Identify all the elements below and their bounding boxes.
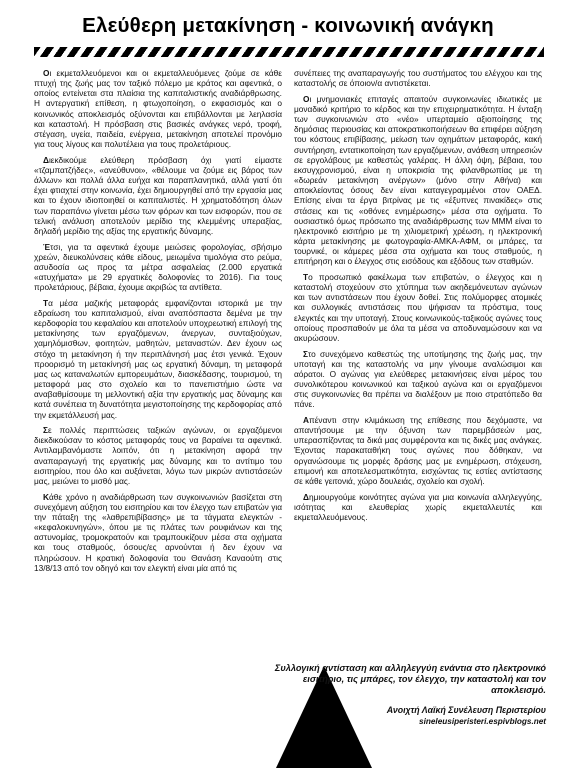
paragraph-text: ε πολλές περιπτώσεις ταξικών αγώνων, οι εργαζόμενοι διεκδικούσαν το κόστος μεταφοράς τους να βαραίνει τα αφεντικά. Αντιλαμβανόμαστε λοιπόν, ότι η μετακίνηση αφορά την αναπαραγωγή της εργατικής μας δύναμης και το αντίτιμο του εισιτηρίου, που όλο και αυξάνεται, λόγω των μικρών αντιστάσεών μας, μειώνει το μισθό μας. <box>34 425 282 486</box>
paragraph-lead-letter: Σ <box>303 348 308 359</box>
paragraph <box>294 415 542 486</box>
paragraph-text: τσι, για τα αφεντικά έχουμε μειώσεις φορολογίας, σβήσιμο χρεών, διευκολύνσεις κάθε είδους, μειωμένα τιμολόγια στο ρεύμα, ασυδοσία ως προς τα μέτρα ασφαλείας (2.000 εργατικά «ατυχήματα» με 29 εργατικές δολοφονίες το 2016). Για τους προλετάριους, βέβαια, έχουμε ακριβώς τα αντίθετα. <box>34 241 282 293</box>
paragraph-text: ιεκδικούμε ελεύθερη πρόσβαση όχι γιατί είμαστε «τζαμπατζήδες», «ανεύθυνοι», «θέλουμε να ζούμε εις βάρος των άλλων» και πολλά άλλα ευήχα και παραπλανητικά, αλλά γιατί ότι έχει φτιαχτεί στην κοινωνία, έχει δημιουργηθεί από την εργασία μας και το έχουν ιδιοποιηθεί οι καπιταλιστές. Η χρηματοδότηση όλων των παραπάνω γίνεται μέσω των φόρων και των εισφορών, που σε τελική ανάλυση αποτελούν μερίδιο της κλεμμένης υπεραξίας, δηλαδή μερίδιο της αξίας της εργατικής δύναμης. <box>34 154 282 236</box>
paragraph-text: α μέσα μαζικής μεταφοράς εμφανίζονται ιστορικά με την εδραίωση του καπιταλισμού, είναι αναπόσπαστα δεμένα με την κερδοφορία του κεφαλαίου και αποτελούν υποχρεωτική επιλογή της μετακίνησης των εργαζόμενων, άνεργων, συνταξιούχων, χαμηλόμισθων, φοιτητών, μαθητών, μεταναστών. Δεν έχουν ως στόχο τη μετακίνηση ή την περιπλάνησή μας έτσι γενικά. Έχουν προορισμό τη μετακίνησή μας ως εργατική δύναμη, τη μεταφορά μας ως καταναλωτών εμπορευμάτων, διασκέδασης, τουρισμού, τη μεταφορά μας στο σχολείο και το πανεπιστήμιο ώστε να αναβαθμίσουμε τη μελλοντική αξία την εργατικής μας δύναμης και κατά συνέπεια τη δυνατότητα μεγιστοποίησης της κερδοφορίας από την εκμετάλλευσή μας. <box>34 297 282 420</box>
paragraph-lead-letter: Σ <box>43 425 48 436</box>
paragraph <box>294 272 542 343</box>
paragraph <box>34 155 282 236</box>
paragraph-text: ο προσωπικό φακέλωμα των επιβατών, ο έλεγχος και η καταστολή στοχεύουν στο χτύπημα των ακηδεμόνευτων αγώνων και των αντιστάσεων που έχουν δοθεί. Στις πολύμορφες ατομικές και συλλογικές αντιστάσεις που ψήφισαν τα πρόστιμα, τους ελεγκτές και την υποταγή. Στους κοινωνικούς-ταξικούς αγώνες τους οποίους προσπαθούν με όλα τα μέσα να αποδυναμώσουν και να ακυρώσουν. <box>294 271 542 343</box>
paragraph <box>294 349 542 410</box>
paragraph <box>294 492 542 522</box>
paragraph-text: ι μνημονιακές επιταγές απαιτούν συγκοινωνίες ιδιωτικές με μοναδικό κριτήριο το κέρδος και την επιχειρηματικότητα. Η ένταξη των συγκοινωνιών στο «νέο» υπερταμείο αξιοποίησης της δημόσιας περιουσίας και αποκρατικοποιήσεων θα επιφέρει αύξηση του κόστους επιβίβασης, μείωση των οχημάτων μεταφοράς, κακή συντήρηση, εντατικοποίηση των εργαζόμενων, ανάθεση υπηρεσιών σε εργολάβους με καθεστώς γαλέρας. Η άλλη όψη, βέβαια, του εκσυγχρονισμού, είναι η υποκρισία της φιλανθρωπίας με τη «δωρεάν μετακίνηση ανέργων» (μόνο στην Αθήνα) και αποκλείοντας όσους δεν είναι καταγεγραμμένοι στον ΟΑΕΔ. Επίσης είναι τα έργα βιτρίνας με τις «έξυπνες πινακίδες» στις στάσεις και τις «οθόνες ενημέρωσης» μέσα στα οχήματα. Το ουσιαστικό όμως πρόσωπο της αναδιάρθρωσης των ΜΜΜ είναι το ηλεκτρονικό εισιτήριο με τη χιλιομετρική χρέωση, η ηλεκτρονική κάρτα μετακίνησης με φωτογραφία-ΑΜΚΑ-ΑΦΜ, οι μπάρες, τα τουρνικέ, οι κάμερες μέσα στα οχήματα και τους σταθμούς, η επιτήρηση και ο έλεγχος στις εισόδους και εξόδους των σταθμών. <box>294 93 542 267</box>
paragraph-text: ι εκμεταλλευόμενοι και οι εκμεταλλευόμενες ζούμε σε κάθε πτυχή της ζωής μας τον ταξικό πόλεμο με κράτος και αφεντικά, ο οποίος εντείνεται στα πλαίσια της καπιταλιστικής αναδιάρθρωσης. Η αντεργατική επίθεση, η φτωχοποίηση, ο εκφασισμός και ο κοινωνικός αποκλεισμός οξύνονται και επιβάλλονται με λεηλασία και καταστολή. Η πρόσβαση στις βασικές ανάγκες νερό, τροφή, στέγαση, υγεία, παιδεία, ενέργεια, μετακίνηση αποτελεί προνόμιο για τους λίγους και πολυτέλεια για τους προλετάριους. <box>34 68 282 150</box>
paragraph-text: πέναντι στην κλιμάκωση της επίθεσης που δεχόμαστε, να απαντήσουμε με την όξυνση των παρεμβάσεών μας, υπερασπίζοντας τα δικά μας συμφέροντα και τις δικές μας ανάγκες. Έχοντας παρακαταθήκη τους αγώνες που δόθηκαν, να οργανώσουμε τις μορφές δράσης μας με ενημέρωση, στόχευση, επιμονή και αποτελεσματικότητα, εισχώντας τις εστίες αντίστασης σε κάθε γειτονιά, χώρο δουλειάς, σχολείο και σχολή. <box>294 415 542 486</box>
paragraph-text: άθε χρόνο η αναδιάρθρωση των συγκοινωνιών βασίζεται στη συνεχόμενη αύξηση του εισιτηρίου και τον έλεγχο των επιβατών για την πάταξη της «λαθρεπιβίβασης» με τα τάγματα ελεγκτών - «κεφαλοκυνηγών», όπου με τις πλάτες των ρουφιάνων και της αστυνομίας, τρομοκρατούν και τραμπουκίζουν μέσα στα οχήματα και τους σταθμούς, όσους/ες αρνούνται ή δεν έχουν να πληρώσουν. Η κρατική δολοφονία του Θανάση Καναούτη στις 13/8/13 από τον οδηγό και τον ελεγκτή είναι μία από τις <box>34 491 282 573</box>
paragraph-lead-letter: Κ <box>43 491 49 502</box>
closing-block <box>266 663 546 727</box>
paragraph <box>294 68 542 88</box>
paragraph <box>34 242 282 293</box>
paragraph-text: το συνεχόμενο καθεστώς της υποτίμησης της ζωής μας, την υποταγή και της καταστολής να μην γίνουμε αναλώσιμοι και αόρατοι. Ο αγώνας για ελεύθερες μετακινήσεις είναι μέρος του συνολικότερου κοινωνικού και ταξικού αγώνα και οι εργαζόμενοι στις συγκοινωνίες θα πρέπει να διαλέξουν με ποιο στρατόπεδο θα πάνε. <box>294 348 542 410</box>
paragraph <box>34 425 282 486</box>
paragraph <box>34 298 282 420</box>
page-title: Ελεύθερη μετακίνηση - κοινωνική ανάγκη <box>82 14 494 37</box>
paragraph-lead-letter: Τ <box>303 271 309 282</box>
paragraph <box>294 94 542 267</box>
paragraph-text: συνέπειες της αναπαραγωγής του συστήματος του ελέγχου και της καταστολής σε όποιον/α αντιστέκεται. <box>294 68 542 89</box>
closing-slogan: Συλλογική αντίσταση και αλληλεγγύη ενάντια στο ηλεκτρονικό εισιτήριο, τις μπάρες, τον έλεγχο, την καταστολή και τον αποκλεισμό. <box>274 663 546 696</box>
paragraph-text: ημιουργούμε κοινότητες αγώνα για μια κοινωνία αλληλεγγύης, ισότητας και ελευθερίας χωρίς εκμεταλλευτές και εκμεταλλευόμενους. <box>294 491 542 522</box>
paragraph-lead-letter: Τ <box>43 297 49 308</box>
paragraph-lead-letter: Δ <box>43 154 49 165</box>
right-column <box>294 68 542 528</box>
left-column <box>34 68 282 578</box>
paragraph <box>34 68 282 149</box>
hazard-stripe-divider <box>34 47 544 57</box>
paragraph <box>34 492 282 573</box>
paragraph-lead-letter: Έ <box>43 241 51 252</box>
paragraph-lead-letter: Ο <box>43 68 50 78</box>
paragraph-lead-letter: Ο <box>303 93 310 104</box>
signature: Ανοιχτή Λαϊκή Συνέλευση Περιστερίου <box>386 704 546 715</box>
website-link[interactable]: sineleusiperisteri.espivblogs.net <box>419 716 546 726</box>
paragraph-lead-letter: Δ <box>303 491 309 502</box>
paragraph-lead-letter: Α <box>303 415 309 425</box>
